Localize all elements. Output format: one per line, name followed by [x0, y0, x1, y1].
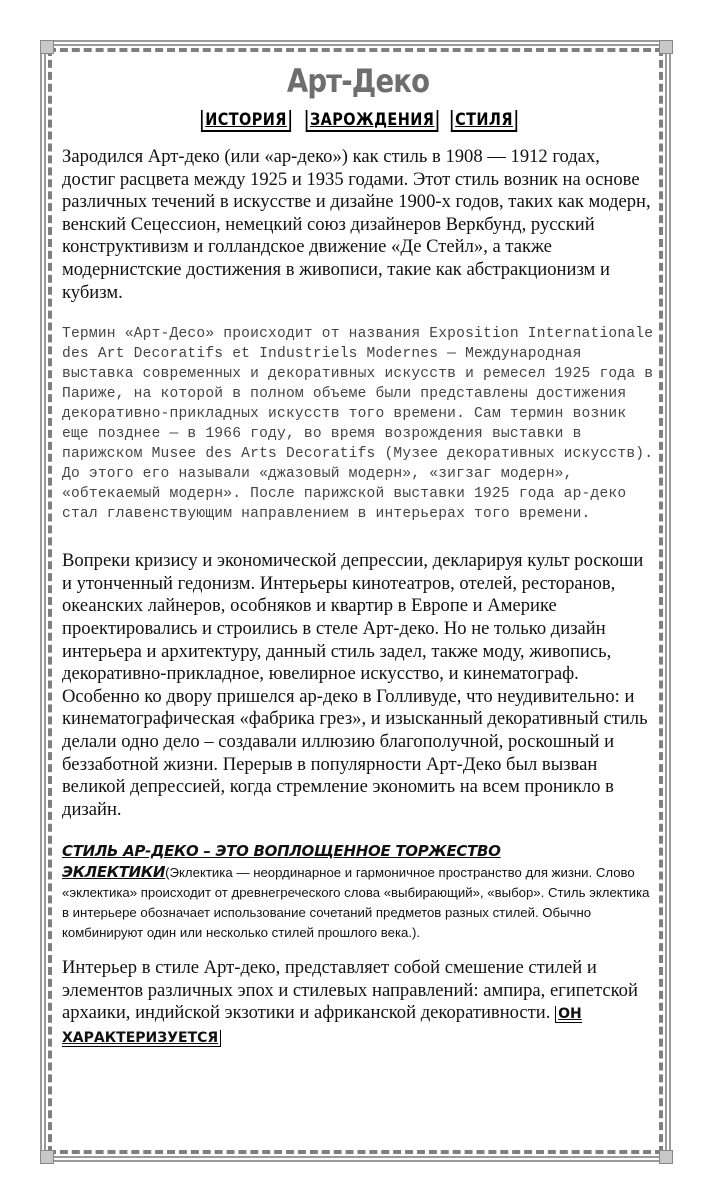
- eclectic-definition: (Эклектика — неординарное и гармоничное пространство для жизни. Слово «эклектика» происходит от древнегреческого слова «выбирающий», «выбор». Стиль эклектика в интерьере обозначает использование сочетаний предметов разных стилей. Обычно комбинируют один или несколько стилей прошлого века.).: [62, 865, 650, 941]
- paragraph-history: Вопреки кризису и экономической депрессии, декларируя культ роскоши и утонченный гедонизм. Интерьеры кинотеатров, отелей, ресторанов, океанских лайнеров, особняков и квартир в Европе и Америке проектировались и строились в стеле Арт-деко. Но не только дизайн интерьера и архитектуру, данный стиль задел, также моду, живопись, декоративно-прикладное, ювелирное искусство, и кинематограф. Особенно ко двору пришелся ар-деко в Голливуде, что неудивительно: и кинематографическая «фабрика грез», и изысканный декоративный стиль делали одно дело – создавали иллюзию благополучной, роскошный и беззаботной жизни. Перерыв в популярности Арт-Деко был вызван великой депрессией, когда стремление экономить на всем проникло в дизайн.: [62, 550, 648, 820]
- paragraph-term: Термин «Арт-Десо» происходит от названия Exposition Internationale des Art Decoratifs et Industriels Modernes — Международная выставка современных и декоративных искусств и ремесел 1925 года в Париже, на которой в полном объеме были представлены достижения декоративно-прикладных искусств того времени. Сам термин возник еще позднее — в 1966 году, во время возрождения выставки в парижском Musee des Arts Decoratifs (Музее декоративных искусств). До этого его называли «джазовый модерн», «зигзаг модерн», «обтекаемый модерн». После парижской выставки 1925 года ар-деко стал главенствующим направлением в интерьерах того времени.: [62, 326, 654, 523]
- eclectic-heading: СТИЛЬ АР-ДЕКО – ЭТО ВОПЛОЩЕННОЕ ТОРЖЕСТВО ЭКЛЕКТИКИ: [62, 842, 501, 882]
- subtitle-word: СТИЛЯ: [450, 110, 516, 132]
- section-subtitle: [62, 110, 654, 132]
- frame-corner-ornament: [40, 1150, 54, 1164]
- paragraph-origin: Зародился Арт-деко (или «ар-деко») как стиль в 1908 — 1912 годах, достиг расцвета между 1925 и 1935 годами. Этот стиль возник на основе различных течений в искусстве и дизайне 1900-х годов, таких как модерн, венский Сецессион, немецкий союз дизайнеров Веркбунд, русский конструктивизм и голландское движение «Де Стейл», а также модернистские достижения в живописи, такие как абстракционизм и кубизм.: [62, 146, 651, 303]
- subtitle-word: ИСТОРИЯ: [201, 110, 291, 132]
- frame-corner-ornament: [659, 40, 673, 54]
- document-body: [62, 62, 654, 1070]
- paragraph-interior: [62, 957, 654, 1049]
- frame-corner-ornament: [40, 40, 54, 54]
- interior-text: Интерьер в стиле Арт-деко, представляет собой смешение стилей и элементов различных эпох и стилевых направлений: ампира, египетской архаики, индийской экзотики и африканской декоративности.: [62, 957, 638, 1024]
- paragraph-eclectic: [62, 841, 654, 943]
- subtitle-word: ЗАРОЖДЕНИЯ: [306, 110, 439, 132]
- page-title: Арт-Деко: [286, 62, 430, 100]
- interior-heading-tail: ОН ХАРАКТЕРИЗУЕТСЯ: [62, 1006, 582, 1047]
- frame-corner-ornament: [659, 1150, 673, 1164]
